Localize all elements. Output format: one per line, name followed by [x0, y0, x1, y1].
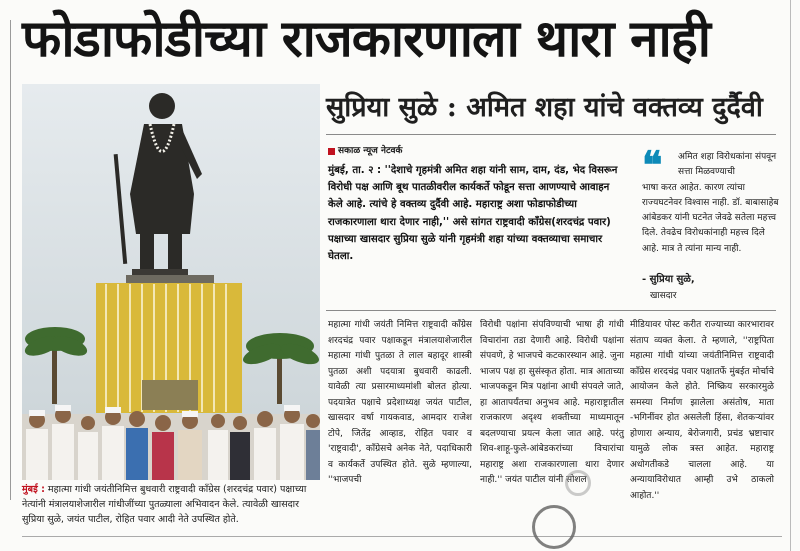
quote-author: - सुप्रिया सुळे,: [642, 274, 695, 285]
body-column-2: विरोधी पक्षांना संपविण्याची भाषा ही गांधी विचारांना तडा देणारी आहे. विरोधी पक्षांना संपवणे, हे भाजपचे कटकारस्थान आहे. जुना भाजप पक्ष हा सुसंस्कृत होता. मात्र आताच्या भाजपकडून मित्र पक्षांना आधी संपवले जाते, हा आतापर्यंतचा अनुभव आहे. महाराष्ट्रातील राजकारण अदृश्य शक्तीच्या माध्यमातून बदलण्याचा प्रयत्न केला जात आहे. परंतु शिव-शाहू-फुले-आंबेडकरांच्या विचारांचा महाराष्ट्र अशा राजकारणाला थारा देणार नाही.'' जयंत पाटील यांनी सोशल: [480, 320, 624, 485]
divider: [22, 536, 782, 537]
quote-mark-icon: ❝: [642, 142, 663, 187]
left-margin-rule: [10, 20, 11, 500]
adjacent-article-edge: [790, 0, 800, 551]
news-photo: [22, 84, 320, 480]
quote-text-first: अमित शहा विरोधकांना संपवून सत्ता मिळवण्याची: [678, 152, 777, 178]
pedestal: [96, 275, 242, 413]
quote-text: [642, 150, 782, 257]
watermark-circle-icon: [532, 505, 576, 549]
caption-location: मुंबई :: [22, 484, 45, 495]
intro-paragraph: मुंबई, ता. २ : ''देशाचे गृहमंत्री अमित शहा यांनी साम, दाम, दंड, भेद विसरून विरोधी पक्ष आणि बूथ पातळीवरील कार्यकर्ते फोडून सत्ता आणण्याचे आवाहन केले आहे. त्यांचे हे वक्तव्य दुर्दैवी आहे. महाराष्ट्र अशा फोडाफोडीच्या राजकारणाला थारा देणार नाही,'' असे सांगत राष्ट्रवादी काँग्रेस(शरदचंद्र पवार) पक्षाच्या खासदार सुप्रिया सुळे यांनी गृहमंत्री शहा यांच्या वक्तव्याचा समाचार घेतला.: [328, 165, 618, 263]
crowd: [22, 405, 320, 480]
headline: फोडाफोडीच्या राजकारणाला थारा नाही: [22, 10, 710, 69]
body-column-3: मीडियावर पोस्ट करीत राज्याच्या कारभारावर संताप व्यक्त केला. ते म्हणाले, ''राष्ट्रपिता महात्मा गांधी यांच्या जयंतीनिमित्त राष्ट्रवादी काँग्रेस शरदचंद्र पवार पक्षातर्फे मुंबईत मोर्चाचे आयोजन केले होते. निष्क्रिय सरकारमुळे समस्या निर्माण झालेला असंतोष, माता -भगिनींवर होत असलेली हिंसा, शेतकऱ्यांवर होणारा अन्याय, बेरोजगारी, प्रचंड भ्रष्टाचार यामुळे लोक त्रस्त आहेत. महाराष्ट्र अधोगतीकडे चालला आहे. या अन्यायाविरोधात आम्ही उभे ठाकलो आहोत.'': [630, 320, 774, 501]
caption-text: महात्मा गांधी जयंतीनिमित्त बुधवारी राष्ट्रवादी काँग्रेस (शरदचंद्र पवार) पक्षाच्या नेत्यांनी मंत्रालयाशेजारील गांधीजींच्या पुतळ्याला अभिवादन केले. त्यावेळी खासदार सुप्रिया सुळे, जयंत पाटील, रोहित पवार आदी नेते उपस्थित होते.: [22, 484, 307, 525]
body-column-1: महात्मा गांधी जयंती निमित्त राष्ट्रवादी काँग्रेस शरदचंद्र पवार पक्षाकडून मंत्रालयाशेजारील महात्मा गांधी पुतळा ते लाल बहादूर शास्त्री पुतळा अशी पदयात्रा बुधवारी काढली. यावेळी त्या प्रसारमाध्यमांशी बोलत होत्या. पदयात्रेत पक्षाचे प्रदेशाध्यक्ष जयंत पाटील, खासदार वर्षा गायकवाड, आमदार राजेश टोपे, जितेंद्र आव्हाड, रोहित पवार व 'राष्ट्रवादी', काँग्रेसचे अनेक नेते, पदाधिकारी व कार्यकर्ते उपस्थित होते. सुळे म्हणाल्या, ''भाजपची: [328, 320, 472, 485]
divider: [326, 310, 776, 311]
pull-quote: [642, 142, 780, 308]
subheadline: सुप्रिया सुळे : अमित शहा यांचे वक्तव्य दुर्दैवी: [326, 92, 763, 123]
quote-text-rest: भाषा करत आहेत. कारण त्यांचा राज्यघटनेवर विश्वास नाही. डॉ. बाबासाहेब आंबेडकर यांनी घटनेत जेवढे सतेला महत्त्व दिले. तेवढेच विरोधकांनाही महत्त्व दिले आहे. मात्र ते त्यांना मान्य नाही.: [642, 182, 779, 254]
byline: [328, 144, 402, 158]
byline-text: सकाळ न्यूज नेटवर्क: [338, 146, 403, 156]
divider: [326, 134, 776, 135]
watermark-ring-icon: [565, 470, 591, 496]
photo-caption: [22, 482, 320, 530]
byline-square-icon: [328, 148, 335, 155]
quote-role: खासदार: [650, 291, 677, 301]
